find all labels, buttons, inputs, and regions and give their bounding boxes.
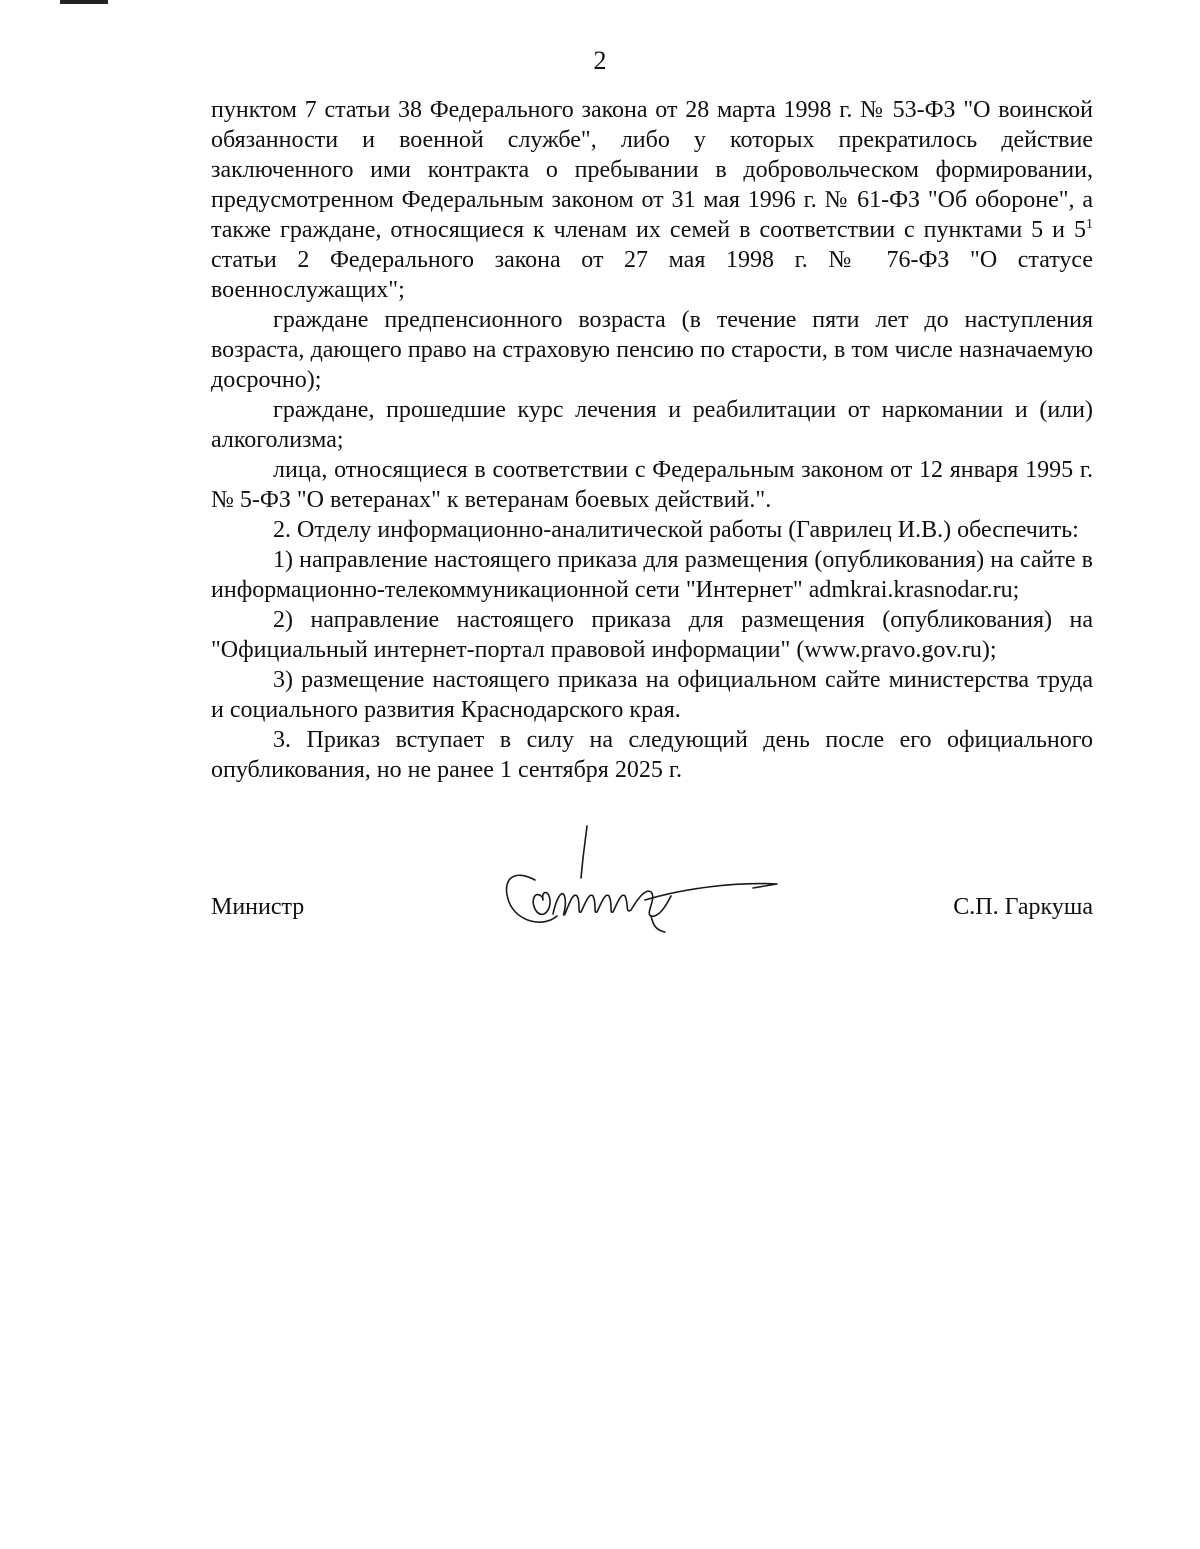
paragraph-item-3: 3. Приказ вступает в силу на следующий день после его официального опубликования, но не ранее 1 сентября 2025 г. (211, 727, 1093, 783)
paragraph-text-part-1: пунктом 7 статьи 38 Федерального закона от 28 марта 1998 г. № 53-ФЗ "О воинской обязанности и военной службе", либо у которых прекратилось действие заключенного ими контракта о пребывании в добровольческом формировании, предусмотренном Федеральным законом от 31 мая 1996 г. № 61-ФЗ "Об обороне", а также граждане, относящиеся к членам их семей в соответствии с пунктами 5 и 5 (211, 97, 1093, 243)
paragraph-subitem-2: 2) направление настоящего приказа для размещения (опубликования) на "Официальный интернет-портал правовой информации" (www.pravo.gov.ru); (211, 607, 1093, 663)
paragraph-veterans: лица, относящиеся в соответствии с Федеральным законом от 12 января 1995 г. № 5-ФЗ "О ветеранах" к ветеранам боевых действий.". (211, 457, 1093, 513)
paragraph-item-2: 2. Отделу информационно-аналитической работы (Гаврилец И.В.) обеспечить: (273, 517, 1079, 543)
paragraph-continuation (211, 95, 1093, 305)
signatory-name: С.П. Гаркуша (953, 894, 1093, 920)
scan-edge-mark (60, 0, 108, 4)
signatory-role: Министр (211, 894, 305, 920)
handwritten-signature (495, 818, 795, 943)
superscript-index: 1 (1086, 217, 1093, 232)
paragraph-subitem-3: 3) размещение настоящего приказа на официальном сайте министерства труда и социального развития Краснодарского края. (211, 667, 1093, 723)
page-number (0, 46, 1200, 76)
paragraph-pre-retirement: граждане предпенсионного возраста (в течение пяти лет до наступления возраста, дающего право на страховую пенсию по старости, в том числе назначаемую досрочно); (211, 307, 1093, 393)
paragraph-rehabilitation: граждане, прошедшие курс лечения и реабилитации от наркомании и (или) алкоголизма; (211, 397, 1093, 453)
paragraph-text-part-2: статьи 2 Федерального закона от 27 мая 1998 г. № 76-ФЗ "О статусе военнослужащих"; (211, 247, 1093, 303)
page-number-text: 2 (593, 46, 607, 75)
document-body (211, 95, 1093, 785)
paragraph-subitem-1: 1) направление настоящего приказа для размещения (опубликования) на сайте в информационно-телекоммуникационной сети "Интернет" admkrai.krasnodar.ru; (211, 547, 1093, 603)
